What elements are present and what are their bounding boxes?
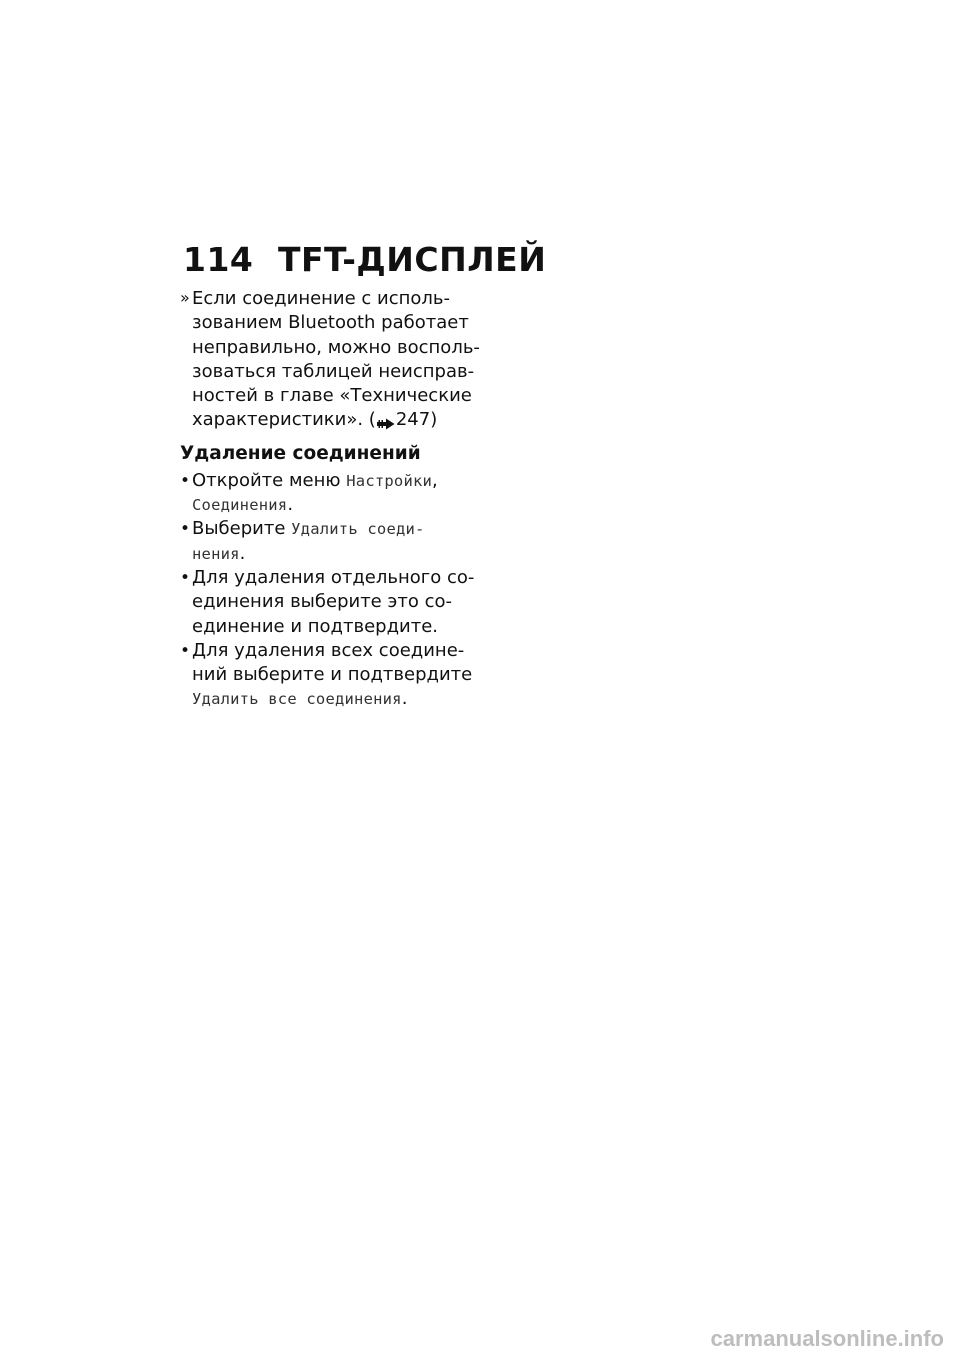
note-last-text: характеристики». ( (192, 409, 376, 431)
step-line: единение и подтвердите. (192, 615, 438, 637)
watermark: carmanualsonline.info (710, 1326, 944, 1351)
section-title: TFT-ДИСПЛЕЙ (278, 240, 547, 279)
list-item (180, 517, 480, 566)
step-line: ний выберите и подтвердите (192, 664, 473, 686)
page-header (183, 240, 546, 280)
step-line (192, 493, 480, 517)
bullet-marker: • (180, 567, 191, 588)
page-number: 114 (183, 240, 254, 279)
step-text: Выберите (192, 518, 292, 540)
list-item (180, 469, 480, 518)
punctuation: . (401, 688, 408, 710)
note-marker: » (180, 288, 190, 307)
section-heading: Удаление соединений (180, 442, 421, 464)
step-line (192, 687, 480, 711)
menu-term: нения (192, 544, 240, 563)
punctuation: , (432, 469, 438, 491)
menu-term: Удалить все соединения (192, 690, 402, 709)
step-text: Откройте меню (192, 469, 347, 491)
bullet-marker: • (180, 470, 191, 491)
menu-term: Удалить соеди- (291, 520, 425, 539)
note-block (180, 287, 480, 433)
step-line (192, 517, 480, 541)
bullet-marker: • (180, 640, 191, 661)
note-line-last (192, 408, 480, 432)
note-line: зоваться таблицей неисправ- (192, 360, 475, 382)
list-item (180, 566, 480, 639)
step-line (192, 469, 480, 493)
note-line: зованием Bluetooth работает (192, 312, 469, 334)
punctuation: . (239, 542, 246, 564)
menu-term: Соединения (192, 496, 288, 515)
page-content (180, 287, 480, 712)
step-line: Для удаления всех соедине- (192, 639, 465, 661)
reference-arrow-icon (377, 413, 395, 425)
step-line: единения выберите это со- (192, 591, 452, 613)
ref-close: ) (430, 409, 438, 431)
step-line (192, 542, 480, 566)
note-line: ностей в главе «Технические (192, 385, 472, 407)
note-line: Если соединение с исполь- (192, 288, 451, 309)
bullet-marker: • (180, 519, 191, 540)
note-line: неправильно, можно восполь- (192, 336, 480, 358)
reference-page-link[interactable]: 247 (395, 409, 431, 431)
menu-term: Настройки (346, 471, 433, 490)
list-item (180, 639, 480, 712)
punctuation: . (287, 494, 294, 516)
step-line: Для удаления отдельного со- (192, 566, 475, 588)
